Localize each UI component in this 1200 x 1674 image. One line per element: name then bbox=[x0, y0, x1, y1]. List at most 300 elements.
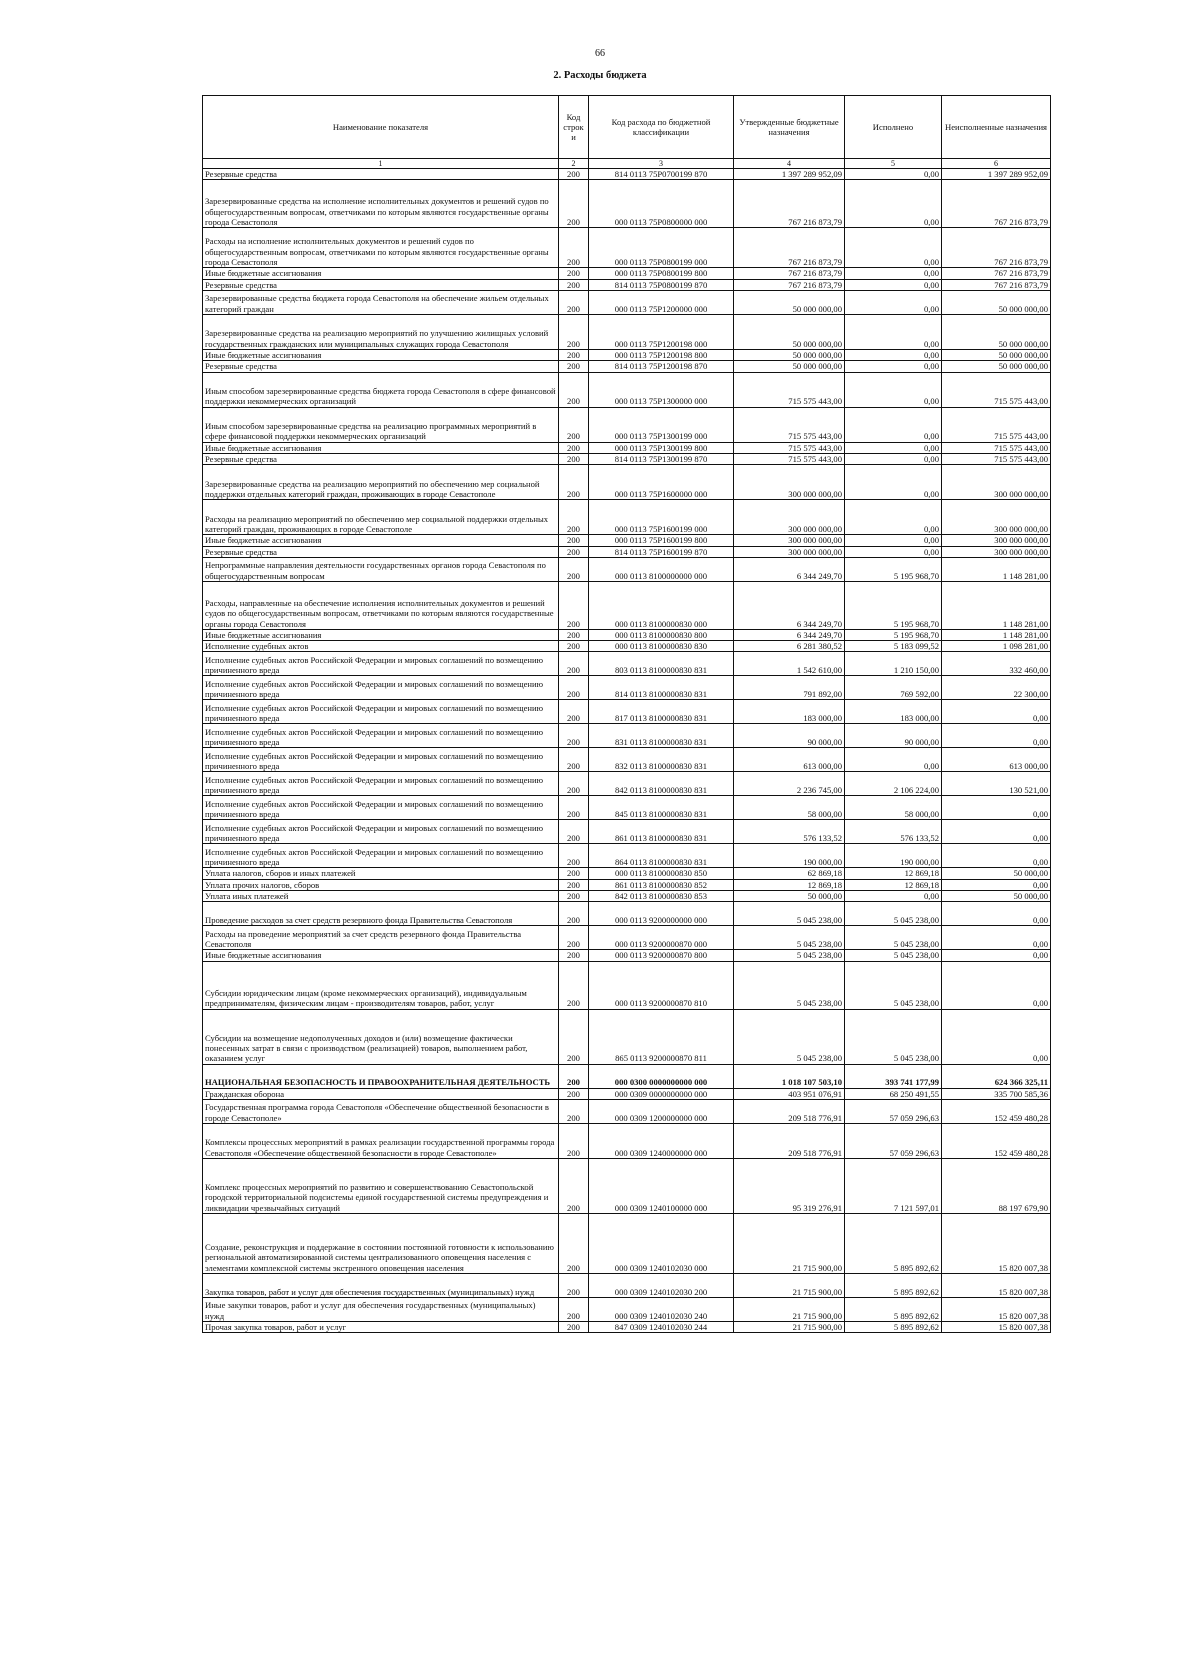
row-line-code: 200 bbox=[559, 1064, 589, 1088]
row-budget-code: 000 0113 75Р1600199 000 bbox=[589, 500, 734, 535]
table-row bbox=[203, 820, 1051, 844]
table-row bbox=[203, 500, 1051, 535]
row-line-code: 200 bbox=[559, 1322, 589, 1333]
row-executed: 5 045 238,00 bbox=[845, 950, 942, 961]
row-name: Уплата прочих налогов, сборов bbox=[203, 879, 559, 890]
table-row bbox=[203, 926, 1051, 950]
row-line-code: 200 bbox=[559, 879, 589, 890]
table-row bbox=[203, 1298, 1051, 1322]
table-row bbox=[203, 652, 1051, 676]
column-number-row bbox=[203, 159, 1051, 169]
row-budget-code: 000 0113 75Р0800199 000 bbox=[589, 228, 734, 268]
table-body bbox=[203, 169, 1051, 1333]
row-line-code: 200 bbox=[559, 1298, 589, 1322]
row-budget-code: 000 0113 75Р1600199 800 bbox=[589, 535, 734, 546]
row-unexecuted: 0,00 bbox=[942, 844, 1051, 868]
row-executed: 0,00 bbox=[845, 500, 942, 535]
row-line-code: 200 bbox=[559, 868, 589, 879]
row-line-code: 200 bbox=[559, 676, 589, 700]
row-line-code: 200 bbox=[559, 1100, 589, 1124]
row-budget-code: 000 0309 1240102030 000 bbox=[589, 1214, 734, 1274]
row-executed: 0,00 bbox=[845, 169, 942, 180]
row-line-code: 200 bbox=[559, 961, 589, 1009]
row-name: Субсидии на возмещение недополученных доходов и (или) возмещение фактически понесенных затрат в связи с производством (реализацией) товаров, выполнением работ, оказанием услуг bbox=[203, 1009, 559, 1064]
row-name: Резервные средства bbox=[203, 361, 559, 372]
row-budget-code: 000 0309 1240100000 000 bbox=[589, 1159, 734, 1214]
row-approved: 767 216 873,79 bbox=[734, 228, 845, 268]
row-approved: 21 715 900,00 bbox=[734, 1274, 845, 1298]
row-unexecuted: 613 000,00 bbox=[942, 748, 1051, 772]
document-title: 2. Расходы бюджета bbox=[553, 70, 647, 81]
row-executed: 0,00 bbox=[845, 314, 942, 349]
row-budget-code: 000 0309 1240102030 240 bbox=[589, 1298, 734, 1322]
row-unexecuted: 0,00 bbox=[942, 796, 1051, 820]
table-row bbox=[203, 453, 1051, 464]
row-unexecuted: 50 000 000,00 bbox=[942, 290, 1051, 314]
table-row bbox=[203, 180, 1051, 228]
budget-expenses-table bbox=[202, 95, 1051, 1333]
row-line-code: 200 bbox=[559, 1088, 589, 1099]
row-name: НАЦИОНАЛЬНАЯ БЕЗОПАСНОСТЬ И ПРАВООХРАНИТЕЛЬНАЯ ДЕЯТЕЛЬНОСТЬ bbox=[203, 1064, 559, 1088]
row-name: Проведение расходов за счет средств резервного фонда Правительства Севастополя bbox=[203, 902, 559, 926]
table-row bbox=[203, 465, 1051, 500]
table-row bbox=[203, 535, 1051, 546]
row-unexecuted: 15 820 007,38 bbox=[942, 1322, 1051, 1333]
row-line-code: 200 bbox=[559, 700, 589, 724]
table-row bbox=[203, 372, 1051, 407]
row-line-code: 200 bbox=[559, 279, 589, 290]
row-budget-code: 000 0113 8100000830 000 bbox=[589, 581, 734, 629]
row-name: Иные бюджетные ассигнования bbox=[203, 349, 559, 360]
row-name: Исполнение судебных актов Российской Федерации и мировых соглашений по возмещению причиненного вреда bbox=[203, 796, 559, 820]
row-line-code: 200 bbox=[559, 535, 589, 546]
row-budget-code: 000 0309 1240102030 200 bbox=[589, 1274, 734, 1298]
row-name: Гражданская оборона bbox=[203, 1088, 559, 1099]
row-unexecuted: 88 197 679,90 bbox=[942, 1159, 1051, 1214]
row-unexecuted: 0,00 bbox=[942, 902, 1051, 926]
row-budget-code: 000 0113 75Р1300000 000 bbox=[589, 372, 734, 407]
row-name: Резервные средства bbox=[203, 546, 559, 557]
row-approved: 6 281 380,52 bbox=[734, 641, 845, 652]
row-budget-code: 817 0113 8100000830 831 bbox=[589, 700, 734, 724]
row-line-code: 200 bbox=[559, 268, 589, 279]
row-line-code: 200 bbox=[559, 361, 589, 372]
row-unexecuted: 50 000,00 bbox=[942, 868, 1051, 879]
row-unexecuted: 1 148 281,00 bbox=[942, 629, 1051, 640]
row-approved: 1 397 289 952,09 bbox=[734, 169, 845, 180]
row-name: Иные бюджетные ассигнования bbox=[203, 535, 559, 546]
column-number: 3 bbox=[589, 159, 734, 169]
row-unexecuted: 300 000 000,00 bbox=[942, 546, 1051, 557]
row-executed: 0,00 bbox=[845, 349, 942, 360]
row-executed: 57 059 296,63 bbox=[845, 1100, 942, 1124]
row-unexecuted: 22 300,00 bbox=[942, 676, 1051, 700]
page-number: 66 bbox=[595, 48, 605, 59]
row-executed: 393 741 177,99 bbox=[845, 1064, 942, 1088]
row-budget-code: 861 0113 8100000830 852 bbox=[589, 879, 734, 890]
row-executed: 12 869,18 bbox=[845, 879, 942, 890]
row-unexecuted: 15 820 007,38 bbox=[942, 1298, 1051, 1322]
column-number: 4 bbox=[734, 159, 845, 169]
row-budget-code: 842 0113 8100000830 853 bbox=[589, 891, 734, 902]
row-budget-code: 000 0309 1240000000 000 bbox=[589, 1124, 734, 1159]
row-executed: 0,00 bbox=[845, 361, 942, 372]
row-approved: 5 045 238,00 bbox=[734, 961, 845, 1009]
row-budget-code: 865 0113 9200000870 811 bbox=[589, 1009, 734, 1064]
row-unexecuted: 0,00 bbox=[942, 950, 1051, 961]
row-approved: 5 045 238,00 bbox=[734, 950, 845, 961]
row-name: Субсидии юридическим лицам (кроме некоммерческих организаций), индивидуальным предпринимателям, физическим лицам - производителям товаров, работ, услуг bbox=[203, 961, 559, 1009]
row-line-code: 200 bbox=[559, 796, 589, 820]
row-unexecuted: 15 820 007,38 bbox=[942, 1274, 1051, 1298]
row-executed: 5 895 892,62 bbox=[845, 1322, 942, 1333]
row-unexecuted: 300 000 000,00 bbox=[942, 500, 1051, 535]
table-row bbox=[203, 700, 1051, 724]
table-row bbox=[203, 581, 1051, 629]
row-executed: 0,00 bbox=[845, 180, 942, 228]
row-unexecuted: 0,00 bbox=[942, 1009, 1051, 1064]
row-executed: 5 183 099,52 bbox=[845, 641, 942, 652]
row-budget-code: 000 0113 75Р0800000 000 bbox=[589, 180, 734, 228]
row-approved: 2 236 745,00 bbox=[734, 772, 845, 796]
table-row bbox=[203, 1088, 1051, 1099]
row-unexecuted: 152 459 480,28 bbox=[942, 1124, 1051, 1159]
row-budget-code: 000 0309 1200000000 000 bbox=[589, 1100, 734, 1124]
row-name: Резервные средства bbox=[203, 279, 559, 290]
row-budget-code: 000 0113 9200000870 000 bbox=[589, 926, 734, 950]
row-line-code: 200 bbox=[559, 724, 589, 748]
row-budget-code: 000 0113 75Р1600000 000 bbox=[589, 465, 734, 500]
row-budget-code: 000 0113 75Р1200198 800 bbox=[589, 349, 734, 360]
row-approved: 300 000 000,00 bbox=[734, 535, 845, 546]
row-approved: 5 045 238,00 bbox=[734, 1009, 845, 1064]
row-name: Исполнение судебных актов Российской Федерации и мировых соглашений по возмещению причиненного вреда bbox=[203, 724, 559, 748]
row-unexecuted: 767 216 873,79 bbox=[942, 228, 1051, 268]
row-approved: 1 542 610,00 bbox=[734, 652, 845, 676]
row-budget-code: 861 0113 8100000830 831 bbox=[589, 820, 734, 844]
table-row bbox=[203, 772, 1051, 796]
table-row bbox=[203, 314, 1051, 349]
row-approved: 300 000 000,00 bbox=[734, 465, 845, 500]
row-name: Зарезервированные средства бюджета города Севастополя на обеспечение жильем отдельных категорий граждан bbox=[203, 290, 559, 314]
row-name: Расходы на исполнение исполнительных документов и решений судов по общегосударственным вопросам, ответчиками по которым являются государственные органы города Севастополя bbox=[203, 228, 559, 268]
table-row bbox=[203, 1009, 1051, 1064]
row-approved: 767 216 873,79 bbox=[734, 279, 845, 290]
row-budget-code: 814 0113 8100000830 831 bbox=[589, 676, 734, 700]
row-budget-code: 847 0309 1240102030 244 bbox=[589, 1322, 734, 1333]
row-approved: 50 000 000,00 bbox=[734, 349, 845, 360]
row-approved: 715 575 443,00 bbox=[734, 372, 845, 407]
row-approved: 767 216 873,79 bbox=[734, 180, 845, 228]
row-executed: 0,00 bbox=[845, 407, 942, 442]
row-line-code: 200 bbox=[559, 652, 589, 676]
row-unexecuted: 0,00 bbox=[942, 879, 1051, 890]
row-executed: 0,00 bbox=[845, 891, 942, 902]
row-approved: 613 000,00 bbox=[734, 748, 845, 772]
row-approved: 715 575 443,00 bbox=[734, 453, 845, 464]
row-approved: 6 344 249,70 bbox=[734, 629, 845, 640]
row-executed: 5 895 892,62 bbox=[845, 1274, 942, 1298]
row-line-code: 200 bbox=[559, 349, 589, 360]
row-executed: 12 869,18 bbox=[845, 868, 942, 879]
row-line-code: 200 bbox=[559, 407, 589, 442]
table-row bbox=[203, 1064, 1051, 1088]
row-name: Исполнение судебных актов Российской Федерации и мировых соглашений по возмещению причиненного вреда bbox=[203, 772, 559, 796]
row-unexecuted: 50 000 000,00 bbox=[942, 349, 1051, 360]
row-line-code: 200 bbox=[559, 169, 589, 180]
row-budget-code: 000 0113 8100000830 850 bbox=[589, 868, 734, 879]
row-line-code: 200 bbox=[559, 844, 589, 868]
row-name: Иные бюджетные ассигнования bbox=[203, 629, 559, 640]
column-header-executed: Исполнено bbox=[845, 96, 942, 159]
row-budget-code: 000 0113 8100000000 000 bbox=[589, 557, 734, 581]
table-row bbox=[203, 891, 1051, 902]
row-executed: 5 045 238,00 bbox=[845, 926, 942, 950]
row-approved: 209 518 776,91 bbox=[734, 1124, 845, 1159]
row-executed: 0,00 bbox=[845, 372, 942, 407]
row-name: Исполнение судебных актов bbox=[203, 641, 559, 652]
row-name: Иные закупки товаров, работ и услуг для обеспечения государственных (муниципальных) нужд bbox=[203, 1298, 559, 1322]
row-executed: 0,00 bbox=[845, 453, 942, 464]
row-executed: 0,00 bbox=[845, 535, 942, 546]
row-budget-code: 814 0113 75Р1300199 870 bbox=[589, 453, 734, 464]
row-budget-code: 803 0113 8100000830 831 bbox=[589, 652, 734, 676]
table-row bbox=[203, 961, 1051, 1009]
row-executed: 0,00 bbox=[845, 228, 942, 268]
column-number: 5 bbox=[845, 159, 942, 169]
row-unexecuted: 715 575 443,00 bbox=[942, 372, 1051, 407]
row-approved: 90 000,00 bbox=[734, 724, 845, 748]
column-number: 1 bbox=[203, 159, 559, 169]
row-budget-code: 864 0113 8100000830 831 bbox=[589, 844, 734, 868]
row-unexecuted: 0,00 bbox=[942, 700, 1051, 724]
row-executed: 5 895 892,62 bbox=[845, 1214, 942, 1274]
row-unexecuted: 15 820 007,38 bbox=[942, 1214, 1051, 1274]
table-row bbox=[203, 1214, 1051, 1274]
row-approved: 50 000 000,00 bbox=[734, 361, 845, 372]
row-name: Резервные средства bbox=[203, 453, 559, 464]
row-executed: 90 000,00 bbox=[845, 724, 942, 748]
row-approved: 62 869,18 bbox=[734, 868, 845, 879]
row-budget-code: 000 0113 75Р1300199 800 bbox=[589, 442, 734, 453]
row-line-code: 200 bbox=[559, 581, 589, 629]
row-line-code: 200 bbox=[559, 1274, 589, 1298]
row-name: Уплата иных платежей bbox=[203, 891, 559, 902]
row-executed: 190 000,00 bbox=[845, 844, 942, 868]
row-name: Создание, реконструкция и поддержание в состоянии постоянной готовности к использованию региональной автоматизированной системы централизованного оповещения населения с элементами комплексной системы экстренного оповещения населения bbox=[203, 1214, 559, 1274]
row-unexecuted: 715 575 443,00 bbox=[942, 407, 1051, 442]
row-executed: 0,00 bbox=[845, 465, 942, 500]
column-header-budget-code: Код расхода по бюджетной классификации bbox=[589, 96, 734, 159]
column-number: 2 bbox=[559, 159, 589, 169]
row-name: Иные бюджетные ассигнования bbox=[203, 950, 559, 961]
row-name: Зарезервированные средства на реализацию мероприятий по обеспечению мер социальной поддержки отдельных категорий граждан, проживающих в городе Севастополе bbox=[203, 465, 559, 500]
table-row bbox=[203, 290, 1051, 314]
table-row bbox=[203, 228, 1051, 268]
row-name: Расходы на реализацию мероприятий по обеспечению мер социальной поддержки отдельных категорий граждан, проживающих в городе Севастополе bbox=[203, 500, 559, 535]
row-approved: 50 000 000,00 bbox=[734, 290, 845, 314]
row-budget-code: 000 0113 8100000830 800 bbox=[589, 629, 734, 640]
row-unexecuted: 0,00 bbox=[942, 820, 1051, 844]
row-name: Зарезервированные средства на исполнение исполнительных документов и решений судов по общегосударственным вопросам, ответчиками по которым являются государственные органы города Севастополя bbox=[203, 180, 559, 228]
table-row bbox=[203, 349, 1051, 360]
row-line-code: 200 bbox=[559, 1124, 589, 1159]
row-line-code: 200 bbox=[559, 1009, 589, 1064]
row-unexecuted: 624 366 325,11 bbox=[942, 1064, 1051, 1088]
table-row bbox=[203, 748, 1051, 772]
column-header-name: Наименование показателя bbox=[203, 96, 559, 159]
table-row bbox=[203, 442, 1051, 453]
row-budget-code: 842 0113 8100000830 831 bbox=[589, 772, 734, 796]
row-executed: 5 045 238,00 bbox=[845, 902, 942, 926]
row-line-code: 200 bbox=[559, 228, 589, 268]
table-row bbox=[203, 844, 1051, 868]
row-budget-code: 845 0113 8100000830 831 bbox=[589, 796, 734, 820]
row-approved: 21 715 900,00 bbox=[734, 1298, 845, 1322]
column-header-line-code: Код строк и bbox=[559, 96, 589, 159]
row-unexecuted: 1 098 281,00 bbox=[942, 641, 1051, 652]
row-approved: 403 951 076,91 bbox=[734, 1088, 845, 1099]
row-name: Иные бюджетные ассигнования bbox=[203, 268, 559, 279]
row-name: Исполнение судебных актов Российской Федерации и мировых соглашений по возмещению причиненного вреда bbox=[203, 700, 559, 724]
row-unexecuted: 1 397 289 952,09 bbox=[942, 169, 1051, 180]
row-executed: 0,00 bbox=[845, 546, 942, 557]
table-row bbox=[203, 879, 1051, 890]
row-line-code: 200 bbox=[559, 290, 589, 314]
row-unexecuted: 0,00 bbox=[942, 926, 1051, 950]
row-executed: 0,00 bbox=[845, 279, 942, 290]
row-line-code: 200 bbox=[559, 1214, 589, 1274]
row-executed: 58 000,00 bbox=[845, 796, 942, 820]
row-budget-code: 814 0113 75Р1600199 870 bbox=[589, 546, 734, 557]
table-row bbox=[203, 629, 1051, 640]
row-approved: 300 000 000,00 bbox=[734, 500, 845, 535]
row-name: Комплекс процессных мероприятий по развитию и совершенствованию Севастопольской городской территориальной подсистемы единой государственной системы предупреждения и ликвидации чрезвычайных ситуаций bbox=[203, 1159, 559, 1214]
table-row bbox=[203, 1100, 1051, 1124]
row-budget-code: 000 0300 0000000000 000 bbox=[589, 1064, 734, 1088]
table-row bbox=[203, 724, 1051, 748]
table-row bbox=[203, 950, 1051, 961]
row-executed: 5 045 238,00 bbox=[845, 961, 942, 1009]
row-budget-code: 000 0309 0000000000 000 bbox=[589, 1088, 734, 1099]
row-unexecuted: 715 575 443,00 bbox=[942, 453, 1051, 464]
row-executed: 0,00 bbox=[845, 442, 942, 453]
row-unexecuted: 0,00 bbox=[942, 961, 1051, 1009]
row-unexecuted: 335 700 585,36 bbox=[942, 1088, 1051, 1099]
row-executed: 5 195 968,70 bbox=[845, 557, 942, 581]
row-approved: 50 000,00 bbox=[734, 891, 845, 902]
row-executed: 769 592,00 bbox=[845, 676, 942, 700]
row-budget-code: 814 0113 75Р0700199 870 bbox=[589, 169, 734, 180]
table-row bbox=[203, 1274, 1051, 1298]
row-executed: 0,00 bbox=[845, 748, 942, 772]
row-line-code: 200 bbox=[559, 772, 589, 796]
row-executed: 5 045 238,00 bbox=[845, 1009, 942, 1064]
row-budget-code: 000 0113 75Р1200000 000 bbox=[589, 290, 734, 314]
table-row bbox=[203, 1159, 1051, 1214]
header-row bbox=[203, 96, 1051, 159]
row-budget-code: 000 0113 8100000830 830 bbox=[589, 641, 734, 652]
row-unexecuted: 50 000 000,00 bbox=[942, 361, 1051, 372]
table-row bbox=[203, 407, 1051, 442]
row-budget-code: 814 0113 75Р0800199 870 bbox=[589, 279, 734, 290]
row-name: Зарезервированные средства на реализацию мероприятий по улучшению жилищных условий государственных гражданских или муниципальных служащих города Севастополя bbox=[203, 314, 559, 349]
row-executed: 0,00 bbox=[845, 290, 942, 314]
row-unexecuted: 1 148 281,00 bbox=[942, 581, 1051, 629]
table-row bbox=[203, 169, 1051, 180]
table-row bbox=[203, 902, 1051, 926]
row-budget-code: 000 0113 75Р1200198 000 bbox=[589, 314, 734, 349]
row-approved: 6 344 249,70 bbox=[734, 581, 845, 629]
table-row bbox=[203, 279, 1051, 290]
row-line-code: 200 bbox=[559, 442, 589, 453]
row-name: Государственная программа города Севастополя «Обеспечение общественной безопасности в городе Севастополе» bbox=[203, 1100, 559, 1124]
row-name: Уплата налогов, сборов и иных платежей bbox=[203, 868, 559, 879]
row-unexecuted: 767 216 873,79 bbox=[942, 180, 1051, 228]
column-number: 6 bbox=[942, 159, 1051, 169]
row-line-code: 200 bbox=[559, 820, 589, 844]
row-line-code: 200 bbox=[559, 557, 589, 581]
table-row bbox=[203, 796, 1051, 820]
row-unexecuted: 50 000 000,00 bbox=[942, 314, 1051, 349]
row-line-code: 200 bbox=[559, 180, 589, 228]
table-row bbox=[203, 546, 1051, 557]
table-row bbox=[203, 557, 1051, 581]
row-approved: 715 575 443,00 bbox=[734, 442, 845, 453]
row-line-code: 200 bbox=[559, 891, 589, 902]
row-approved: 21 715 900,00 bbox=[734, 1214, 845, 1274]
row-unexecuted: 300 000 000,00 bbox=[942, 535, 1051, 546]
row-unexecuted: 0,00 bbox=[942, 724, 1051, 748]
row-approved: 576 133,52 bbox=[734, 820, 845, 844]
row-line-code: 200 bbox=[559, 902, 589, 926]
row-name: Прочая закупка товаров, работ и услуг bbox=[203, 1322, 559, 1333]
row-line-code: 200 bbox=[559, 372, 589, 407]
row-approved: 6 344 249,70 bbox=[734, 557, 845, 581]
table-row bbox=[203, 868, 1051, 879]
row-budget-code: 000 0113 9200000870 800 bbox=[589, 950, 734, 961]
row-line-code: 200 bbox=[559, 546, 589, 557]
row-line-code: 200 bbox=[559, 500, 589, 535]
row-budget-code: 831 0113 8100000830 831 bbox=[589, 724, 734, 748]
row-approved: 791 892,00 bbox=[734, 676, 845, 700]
row-approved: 12 869,18 bbox=[734, 879, 845, 890]
row-approved: 21 715 900,00 bbox=[734, 1322, 845, 1333]
row-name: Непрограммные направления деятельности государственных органов города Севастополя по общегосударственным вопросам bbox=[203, 557, 559, 581]
row-approved: 50 000 000,00 bbox=[734, 314, 845, 349]
row-executed: 183 000,00 bbox=[845, 700, 942, 724]
row-name: Исполнение судебных актов Российской Федерации и мировых соглашений по возмещению причиненного вреда bbox=[203, 844, 559, 868]
row-budget-code: 000 0113 9200000000 000 bbox=[589, 902, 734, 926]
column-header-unexecuted: Неисполненные назначения bbox=[942, 96, 1051, 159]
row-approved: 183 000,00 bbox=[734, 700, 845, 724]
row-line-code: 200 bbox=[559, 629, 589, 640]
row-name: Исполнение судебных актов Российской Федерации и мировых соглашений по возмещению причиненного вреда bbox=[203, 652, 559, 676]
row-unexecuted: 50 000,00 bbox=[942, 891, 1051, 902]
row-budget-code: 000 0113 75Р0800199 800 bbox=[589, 268, 734, 279]
column-header-approved: Утвержденные бюджетные назначения bbox=[734, 96, 845, 159]
row-line-code: 200 bbox=[559, 926, 589, 950]
row-executed: 2 106 224,00 bbox=[845, 772, 942, 796]
row-budget-code: 814 0113 75Р1200198 870 bbox=[589, 361, 734, 372]
row-approved: 5 045 238,00 bbox=[734, 926, 845, 950]
row-unexecuted: 767 216 873,79 bbox=[942, 279, 1051, 290]
row-unexecuted: 332 460,00 bbox=[942, 652, 1051, 676]
table-row bbox=[203, 268, 1051, 279]
row-line-code: 200 bbox=[559, 1159, 589, 1214]
row-executed: 5 195 968,70 bbox=[845, 581, 942, 629]
row-name: Расходы на проведение мероприятий за счет средств резервного фонда Правительства Севастополя bbox=[203, 926, 559, 950]
